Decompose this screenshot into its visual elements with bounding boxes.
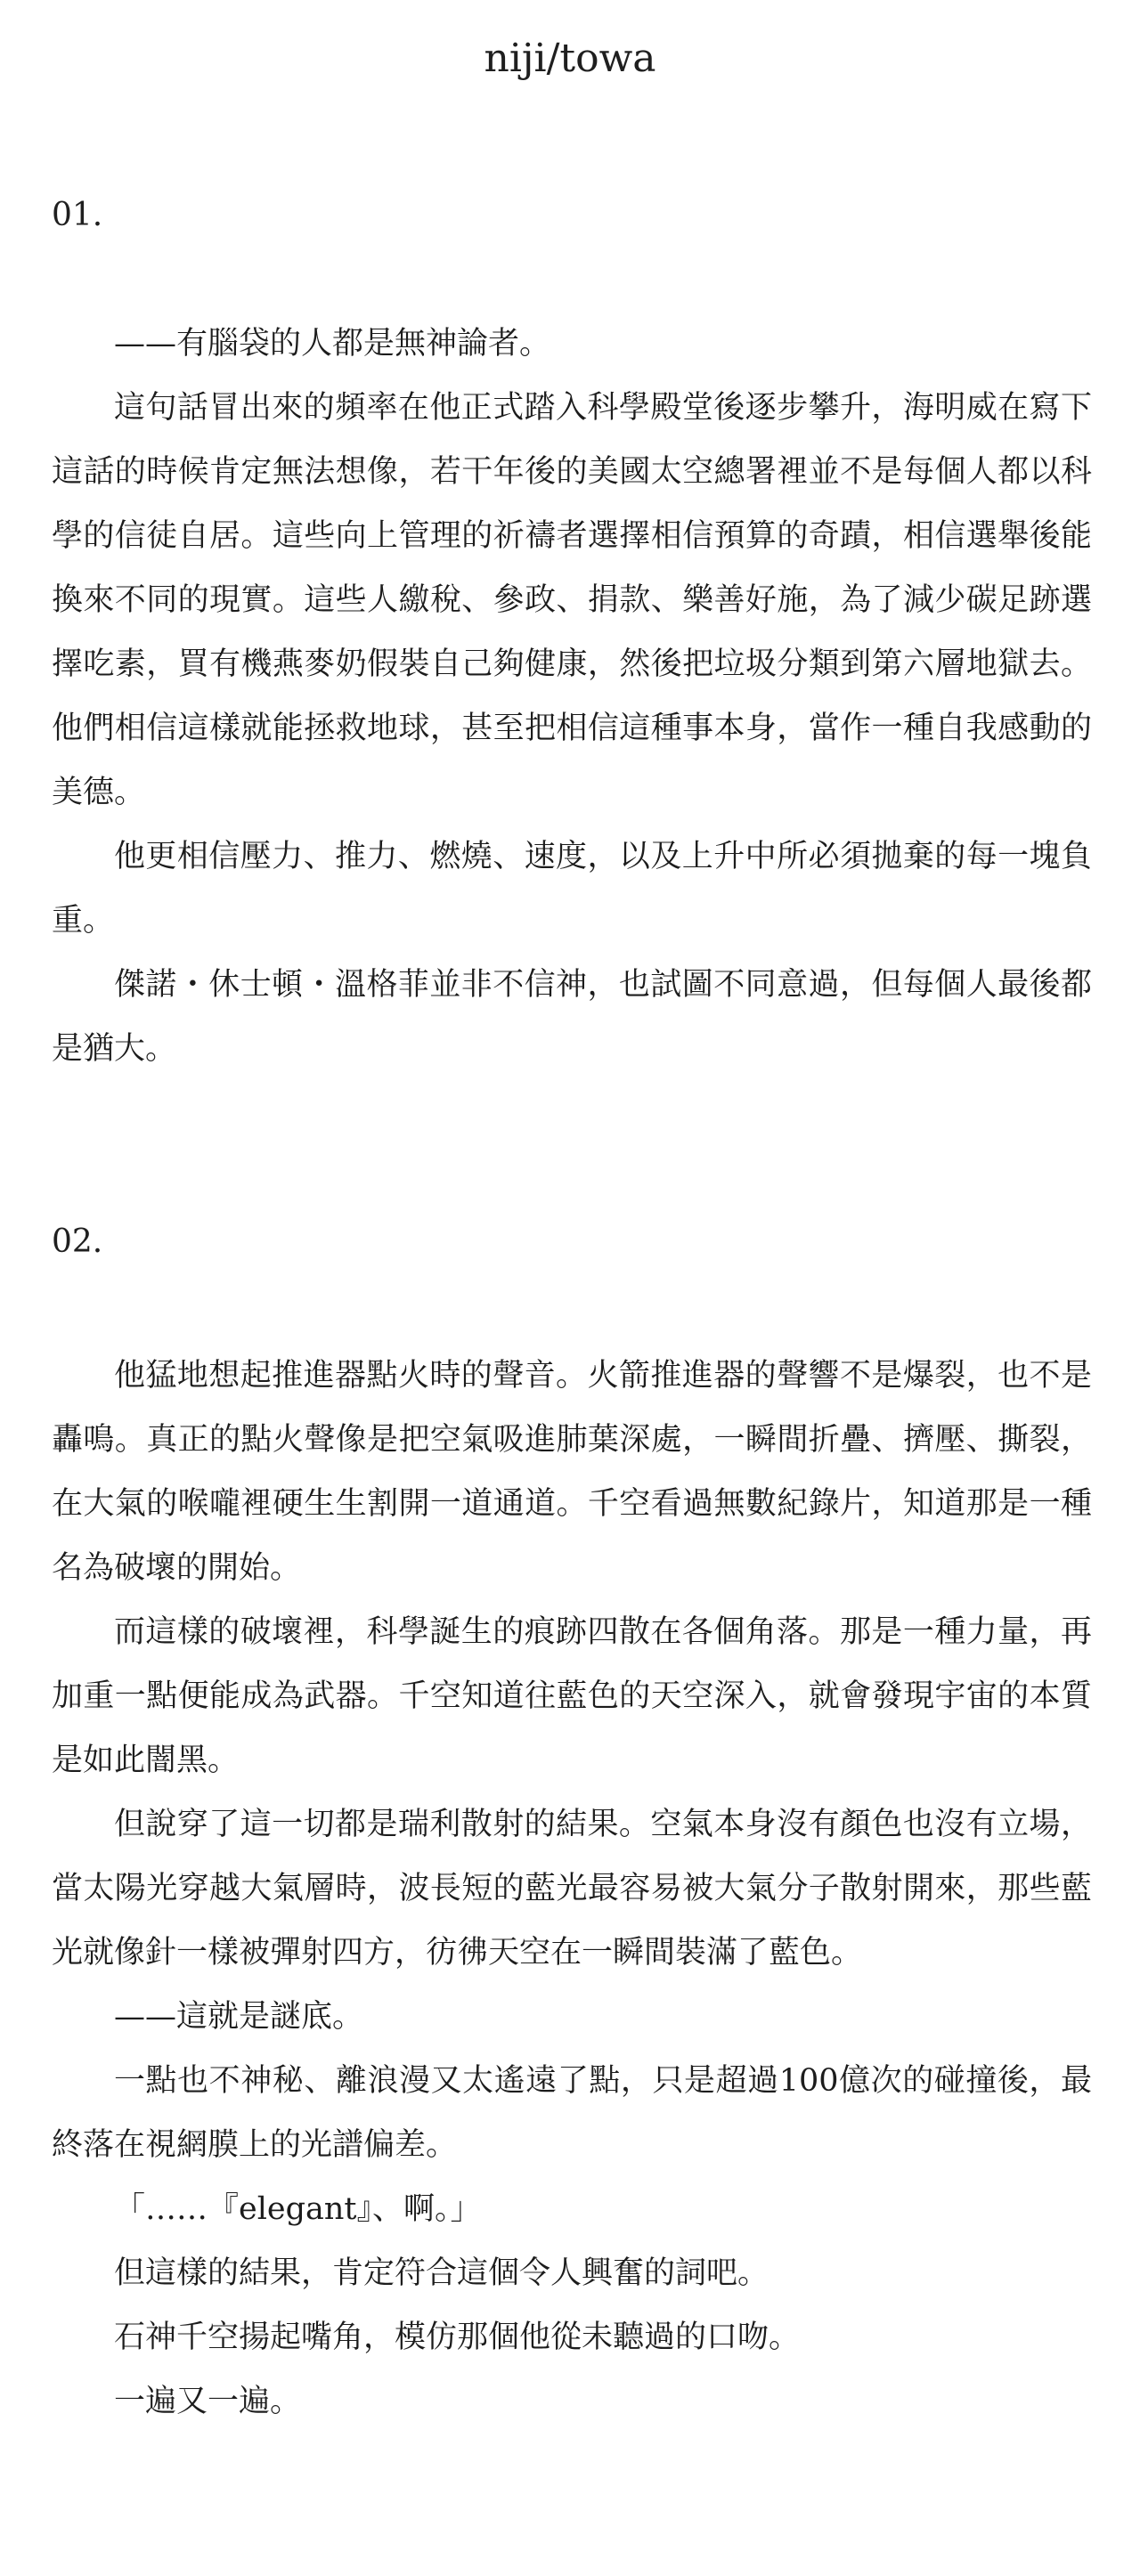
paragraph: 而這樣的破壞裡，科學誕生的痕跡四散在各個角落。那是一種力量，再加重一點便能成為武器。千空知道往藍色的天空深入，就會發現宇宙的本質是如此闇黑。 [52,1614,1092,1778]
paragraph: 一遍又一遍。 [114,2384,302,2419]
section-01-body [52,312,1092,1081]
paragraph: 石神千空揚起嘴角，模仿那個他從未聽過的口吻。 [114,2320,801,2355]
paragraph: 「……『elegant』、啊。」 [114,2191,482,2227]
paragraph: 他更相信壓力、推力、燃燒、速度，以及上升中所必須拋棄的每一塊負重。 [52,839,1092,939]
paragraph: ——有腦袋的人都是無神論者。 [114,326,551,362]
page-title: niji/towa [484,36,656,81]
paragraph: 一點也不神秘、離浪漫又太遙遠了點，只是超過100億次的碰撞後，最終落在視網膜上的光譜偏差。 [52,2063,1092,2163]
paragraph: ——這就是謎底。 [114,1999,364,2035]
section-02-body [52,1344,1092,2434]
paragraph: 這句話冒出來的頻率在他正式踏入科學殿堂後逐步攀升，海明威在寫下這話的時候肯定無法想像，若干年後的美國太空總署裡並不是每個人都以科學的信徒自居。這些向上管理的祈禱者選擇相信預算的奇蹟，相信選舉後能換來不同的現實。這些人繳稅、參政、捐款、樂善好施，為了減少碳足跡選擇吃素，買有機燕麥奶假裝自己夠健康，然後把垃圾分類到第六層地獄去。他們相信這樣就能拯救地球，甚至把相信這種事本身，當作一種自我感動的美德。 [52,390,1092,810]
section-heading-01: 01. [52,197,103,233]
section-heading-02: 02. [52,1223,103,1260]
paragraph: 他猛地想起推進器點火時的聲音。火箭推進器的聲響不是爆裂，也不是轟鳴。真正的點火聲像是把空氣吸進肺葉深處，一瞬間折疊、擠壓、撕裂，在大氣的喉嚨裡硬生生割開一道通道。千空看過無數紀錄片，知道那是一種名為破壞的開始。 [52,1358,1092,1586]
paragraph: 但說穿了這一切都是瑞利散射的結果。空氣本身沒有顏色也沒有立場，當太陽光穿越大氣層時，波長短的藍光最容易被大氣分子散射開來，那些藍光就像針一樣被彈射四方，彷彿天空在一瞬間裝滿了藍色。 [52,1807,1092,1971]
paragraph: 傑諾・休士頓・溫格菲並非不信神，也試圖不同意過，但每個人最後都是猶大。 [52,967,1092,1067]
paragraph: 但這樣的結果，肯定符合這個令人興奮的詞吧。 [114,2255,770,2291]
